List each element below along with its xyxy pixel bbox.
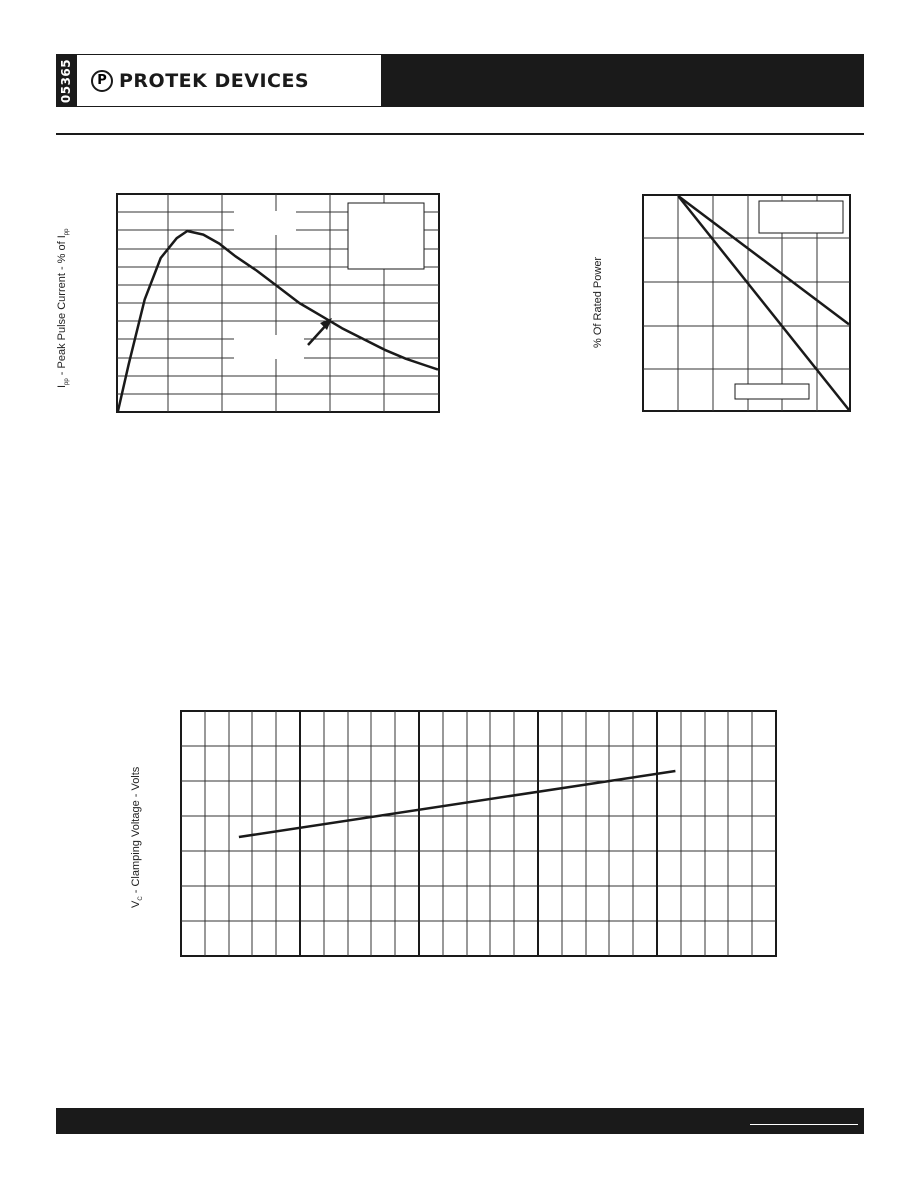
- legend-box: [759, 201, 843, 233]
- pulse-ylabel-text: - Peak Pulse Current - % of I: [56, 235, 68, 379]
- pulse-ylabel-sub: pp: [64, 378, 71, 385]
- clamping-ylabel-sub: C: [138, 896, 145, 901]
- pulse-chart-ylabel: [56, 229, 70, 389]
- clamping-ylabel-text: - Clamping Voltage - Volts: [130, 766, 142, 897]
- header-title-bar: [382, 54, 864, 107]
- annotation-label-box-lower: [234, 335, 304, 359]
- page-footer: [56, 1108, 864, 1134]
- document-code: 05365: [59, 58, 73, 103]
- clamping-voltage-chart: [180, 710, 777, 957]
- pulse-ylabel-sub2: pp: [64, 228, 71, 236]
- header-divider: [56, 133, 864, 135]
- clamping-chart-ylabel: [130, 767, 144, 908]
- annotation-box: [735, 384, 809, 399]
- footer-rule: [750, 1124, 858, 1125]
- derating-chart-ylabel: % Of Rated Power: [592, 256, 604, 348]
- derating-chart: [642, 194, 851, 412]
- document-code-tab: [56, 54, 76, 107]
- legend-box: [348, 203, 424, 269]
- annotation-label-box: [234, 211, 296, 235]
- logo-text: PROTEK DEVICES: [119, 70, 310, 92]
- pulse-ylabel-symbol: I: [56, 384, 68, 388]
- logo-mark-letter: P: [97, 73, 107, 88]
- page-header: [56, 54, 864, 107]
- logo-mark-icon: [91, 70, 113, 92]
- clamping-ylabel-symbol: V: [130, 900, 142, 908]
- brand-logo: [76, 54, 382, 107]
- pulse-waveform-chart: [116, 193, 440, 413]
